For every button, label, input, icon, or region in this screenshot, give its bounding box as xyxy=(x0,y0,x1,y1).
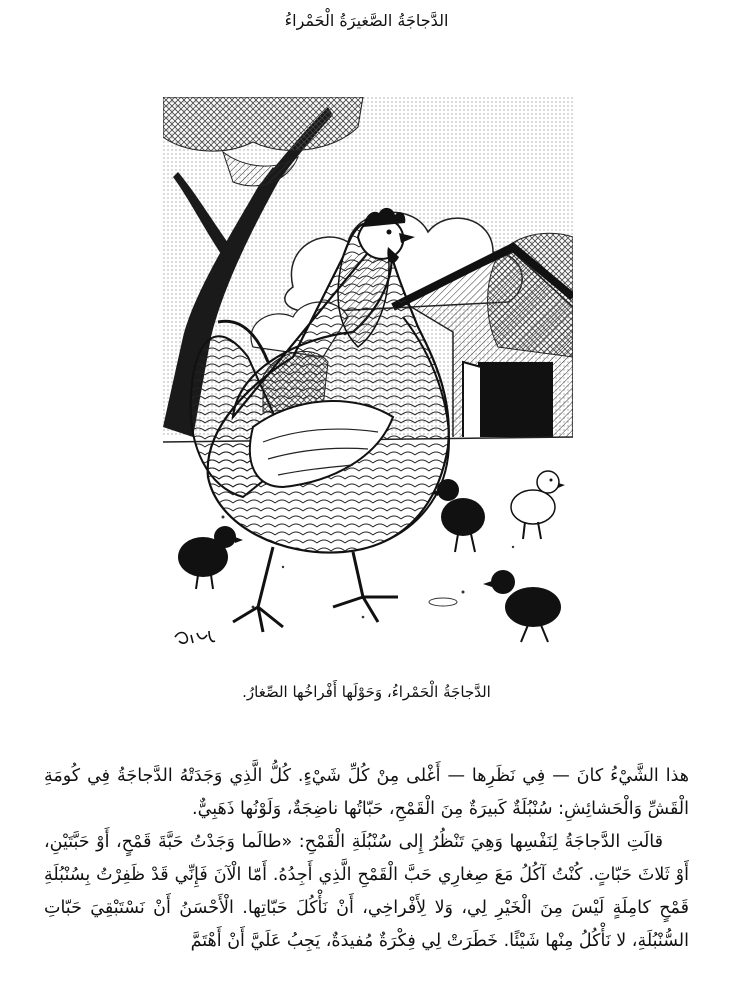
illustration-figure xyxy=(163,97,573,654)
figure-caption: الدَّجاجَةُ الْحَمْراءُ، وَحَوْلَها أَفْراخُها الصِّغارُ. xyxy=(242,683,491,701)
hen-with-chicks-illustration xyxy=(163,97,573,654)
paragraph-2: قالَتِ الدَّجاجَةُ لِنَفْسِها وَهِيَ تَنْظُرُ إِلى سُنْبُلَةِ الْقَمْحِ: «طالَما وَجَدْتُ حَبَّةَ قَمْحٍ، أَوْ حَبَّتَيْنِ، أَوْ ثَلاثَ حَبّاتٍ. كُنْتُ آكُلُ مَعَ صِغارِي حَبَّ الْقَمْحِ الَّذِي أَجِدُهُ. أَمّا الْآنَ فَإِنِّي قَدْ ظَفِرْتُ بِسُنْبُلَةِ قَمْحٍ كامِلَةٍ لَيْسَ مِنَ الْخَيْرِ لِي، وَلا لِأَفْراخِي، أَنْ نَأْكُلَ حَبّاتِها. الْأَحْسَنُ أَنْ نَسْتَبْقِيَ حَبّاتِ السُّنْبُلَةِ، لا نَأْكُلُ مِنْها شَيْئًا. خَطَرَتْ لِي فِكْرَةٌ مُفيدَةٌ، يَجِبُ عَلَيَّ أَنْ أَهْتَمَّ xyxy=(44,832,689,951)
running-header-title: الدَّجاجَةُ الصَّغيرَةُ الْحَمْراءُ xyxy=(284,11,449,30)
paragraph-1: هذا الشَّيْءُ كانَ — فِي نَظَرِها — أَغْلى مِنْ كُلِّ شَيْءٍ. كُلُّ الَّذِي وَجَدَتْهُ الدَّجاجَةُ فِي كُومَةِ الْقَشِّ وَالْحَشائِشِ: سُنْبُلَةٌ كَبيرَةٌ مِنَ الْقَمْحِ، حَبّاتُها ناضِجَةٌ، وَلَوْنُها ذَهَبِيٌّ. xyxy=(44,766,689,819)
body-text xyxy=(44,760,689,958)
